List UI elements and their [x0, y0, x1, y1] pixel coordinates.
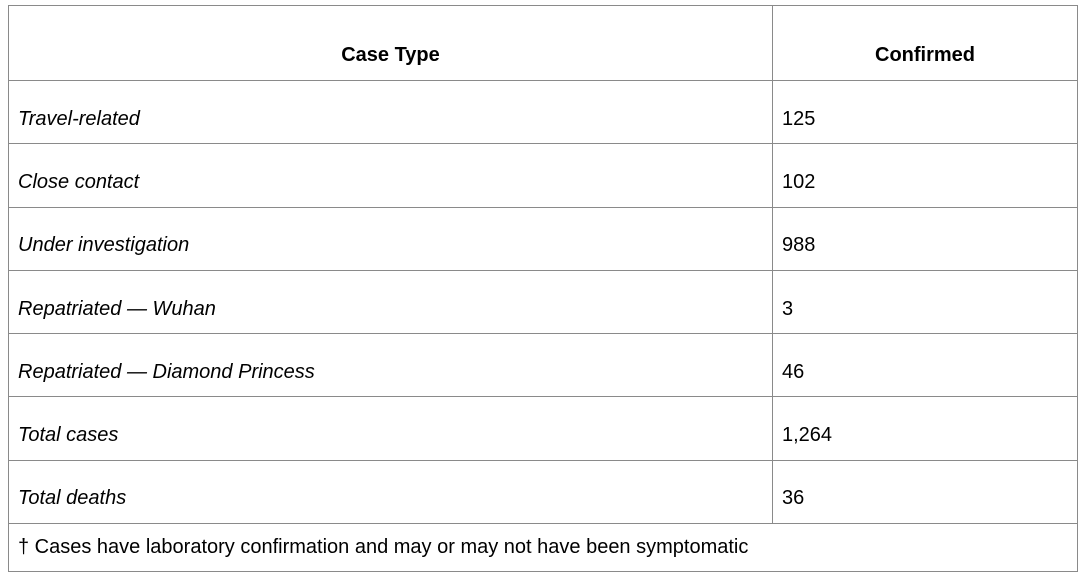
footnote-row [9, 524, 1078, 572]
table-row [9, 207, 1078, 270]
case-table [8, 5, 1078, 572]
table-row [9, 144, 1078, 207]
case-type-cell: Total cases [9, 397, 773, 460]
confirmed-cell: 3 [773, 270, 1078, 333]
case-type-header: Case Type [9, 6, 773, 81]
table-row [9, 334, 1078, 397]
case-type-cell: Close contact [9, 144, 773, 207]
footnote: † Cases have laboratory confirmation and may or may not have been symptomatic [9, 524, 1078, 572]
table-row [9, 81, 1078, 144]
case-type-cell: Repatriated — Diamond Princess [9, 334, 773, 397]
case-table-container [8, 5, 1077, 571]
confirmed-cell: 1,264 [773, 397, 1078, 460]
case-type-cell: Repatriated — Wuhan [9, 270, 773, 333]
confirmed-cell: 46 [773, 334, 1078, 397]
confirmed-cell: 988 [773, 207, 1078, 270]
table-row [9, 397, 1078, 460]
confirmed-cell: 125 [773, 81, 1078, 144]
confirmed-cell: 36 [773, 460, 1078, 523]
header-row [9, 6, 1078, 81]
case-type-cell: Total deaths [9, 460, 773, 523]
case-type-cell: Travel-related [9, 81, 773, 144]
table-row [9, 270, 1078, 333]
confirmed-cell: 102 [773, 144, 1078, 207]
confirmed-header: Confirmed [773, 6, 1078, 81]
case-type-cell: Under investigation [9, 207, 773, 270]
table-row [9, 460, 1078, 523]
